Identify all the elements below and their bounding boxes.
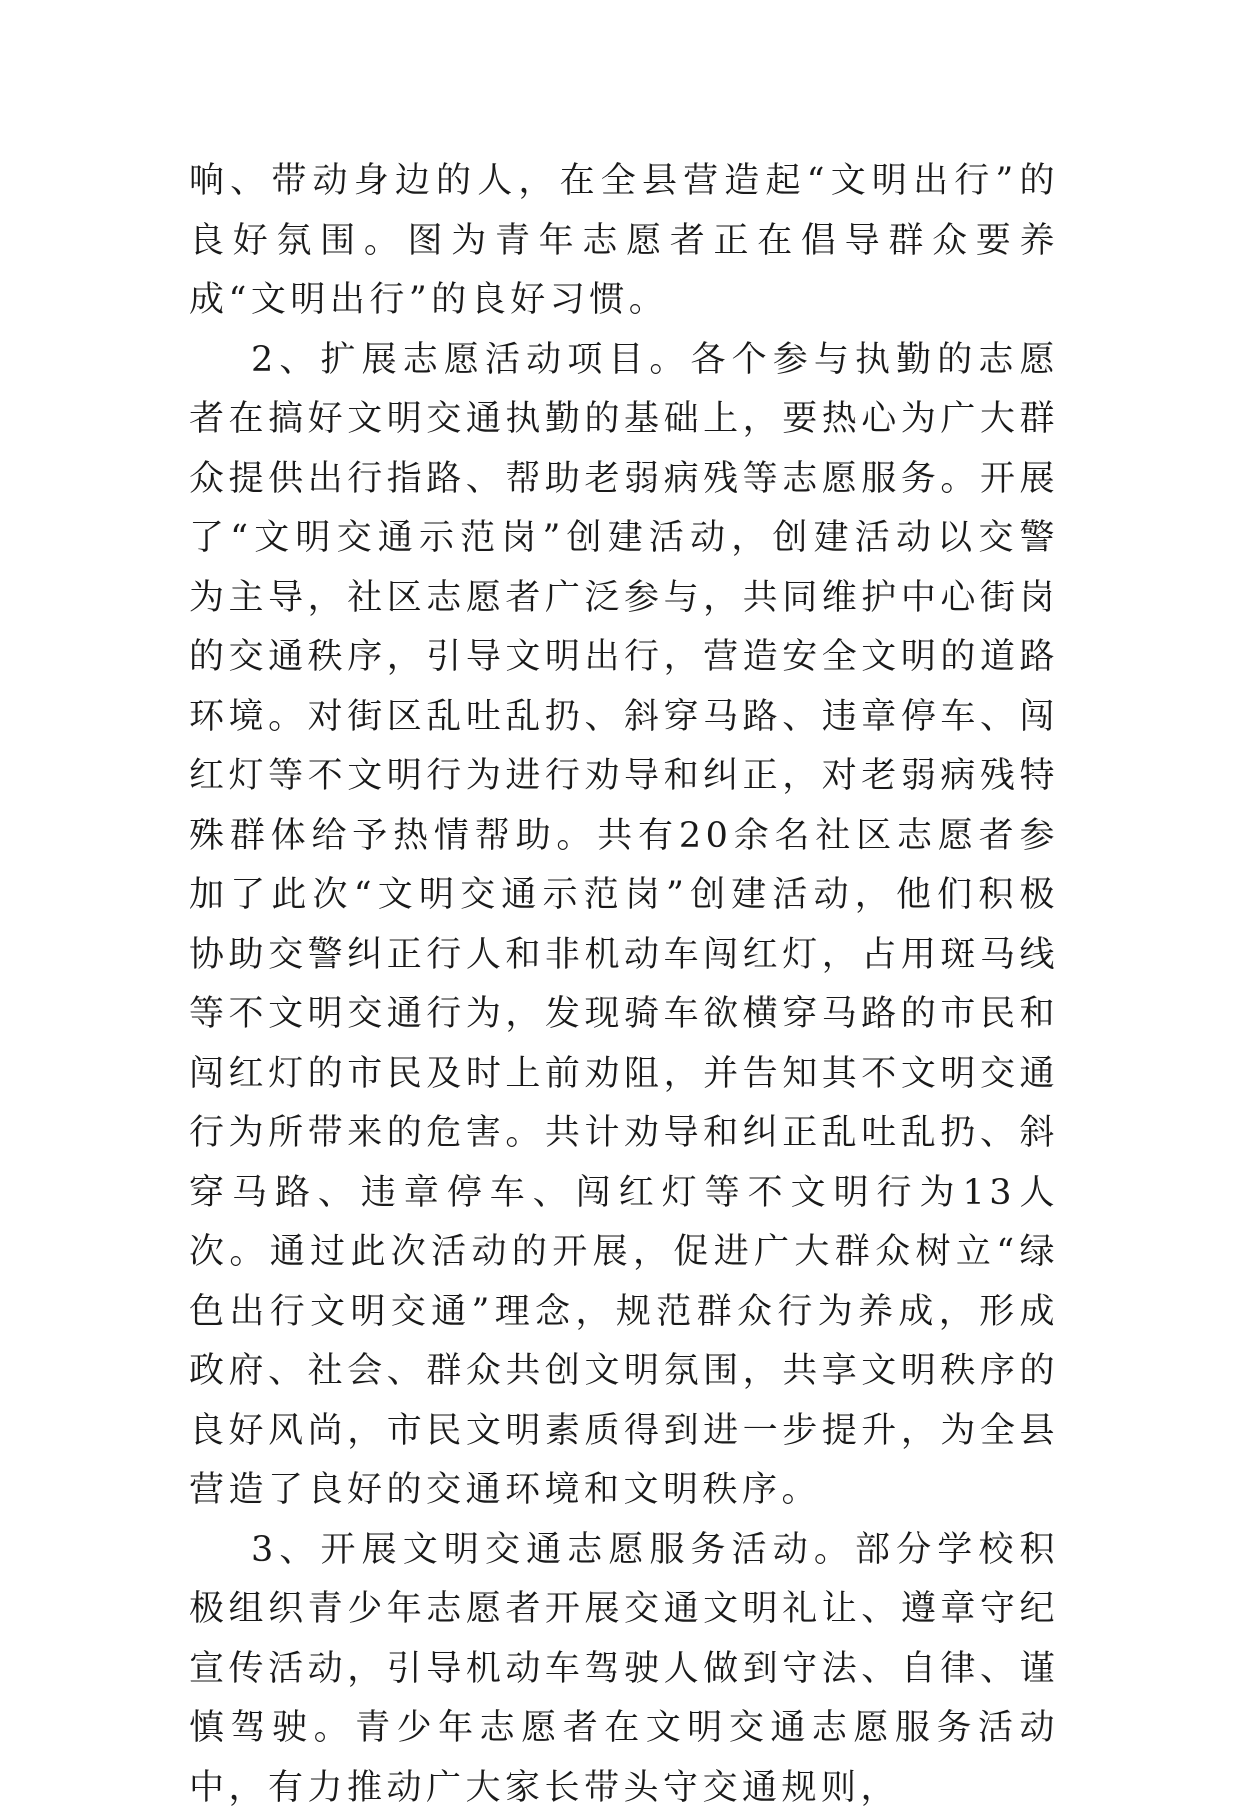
paragraph-volunteer-activities: 2、扩展志愿活动项目。各个参与执勤的志愿者在搞好文明交通执勤的基础上，要热心为广大群众提供出行指路、帮助老弱病残等志愿服务。开展了“文明交通示范岗”创建活动，创建活动以交警为主导，社区志愿者广泛参与，共同维护中心街岗的交通秩序，引导文明出行，营造安全文明的道路环境。对街区乱吐乱扔、斜穿马路、违章停车、闯红灯等不文明行为进行劝导和纠正，对老弱病残特殊群体给予热情帮助。共有20余名社区志愿者参加了此次“文明交通示范岗”创建活动，他们积极协助交警纠正行人和非机动车闯红灯，占用斑马线等不文明交通行为，发现骑车欲横穿马路的市民和闯红灯的市民及时上前劝阻，并告知其不文明交通行为所带来的危害。共计劝导和纠正乱吐乱扔、斜穿马路、违章停车、闯红灯等不文明行为13人次。通过此次活动的开展，促进广大群众树立“绿色出行文明交通”理念，规范群众行为养成，形成政府、社会、群众共创文明氛围，共享文明秩序的良好风尚，市民文明素质得到进一步提升，为全县营造了良好的交通环境和文明秩序。 (189, 331, 1059, 1521)
paragraph-continuation: 响、带动身边的人，在全县营造起“文明出行”的良好氛围。图为青年志愿者正在倡导群众要养成“文明出行”的良好习惯。 (189, 152, 1059, 331)
document-body (189, 152, 1059, 1818)
paragraph-traffic-service: 3、开展文明交通志愿服务活动。部分学校积极组织青少年志愿者开展交通文明礼让、遵章守纪宣传活动，引导机动车驾驶人做到守法、自律、谨慎驾驶。青少年志愿者在文明交通志愿服务活动中，有力推动广大家长带头守交通规则， (189, 1521, 1059, 1818)
